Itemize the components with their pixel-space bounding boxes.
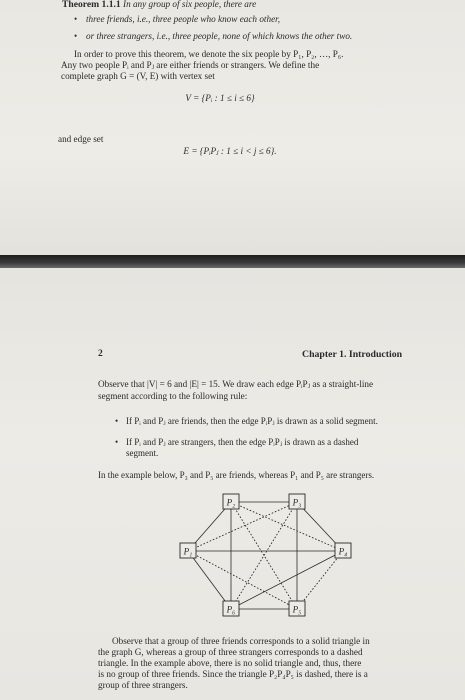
para-line-1: In order to prove this theorem, we denote the six people by P₁, P₂, …, P₆. (74, 49, 344, 59)
vertex-p3 (289, 494, 305, 509)
example-line: In the example below, P₃ and P₅ are friends, whereas P₁ and P₅ are strangers. (98, 470, 375, 480)
solid-edge-p4p6 (231, 551, 343, 609)
edge-set-formula: E = {PᵢPⱼ : 1 ≤ i < j ≤ 6}. (183, 146, 277, 156)
observe-line-1: Observe that |V| = 6 and |E| = 15. We draw each edge PᵢPⱼ as a straight-line (98, 379, 374, 389)
final-line-5: group of three strangers. (98, 680, 188, 690)
chapter-title: Chapter 1. Introduction (302, 349, 403, 360)
bullet-icon: • (74, 14, 78, 24)
final-line-2: the graph G, whereas a group of three strangers corresponds to a dashed (98, 647, 363, 657)
para-line-2: Any two people Pᵢ and Pⱼ are either friends or strangers. We define the (61, 60, 320, 70)
vertex-p2 (223, 494, 239, 509)
vertex-label: P₆ (226, 604, 236, 615)
theorem-bullet-2: or three strangers, i.e., three people, none of which knows the other two. (86, 31, 353, 41)
dashed-edge-p4p5 (297, 551, 343, 609)
bullet-icon: • (115, 416, 119, 426)
para-line-3: complete graph G = (V, E) with vertex set (61, 71, 215, 81)
dashed-edge-p2p4 (231, 502, 343, 551)
vertex-p4 (335, 543, 351, 558)
and-edge-set-text: and edge set (58, 134, 104, 144)
theorem-lead: In any group of six people, there are (123, 0, 257, 9)
page-divider (0, 255, 465, 268)
vertex-set-formula: V = {Pᵢ : 1 ≤ i ≤ 6} (185, 93, 255, 103)
theorem-label: Theorem 1.1.1 (62, 0, 121, 10)
bullet-icon: • (115, 437, 119, 447)
observe-line-2: segment according to the following rule: (98, 391, 248, 401)
final-line-1: Observe that a group of three friends corresponds to a solid triangle in (112, 636, 370, 646)
rule-strangers-line-2: segment. (126, 448, 159, 458)
vertex-label: P₅ (292, 604, 302, 615)
top-page (0, 0, 465, 255)
vertex-p1 (180, 543, 196, 558)
vertex-p5 (289, 601, 305, 616)
rule-friends: If Pᵢ and Pⱼ are friends, then the edge PᵢPⱼ is drawn as a solid segment. (126, 416, 378, 426)
page-number: 2 (98, 349, 103, 359)
dashed-edge-p1p3 (188, 502, 297, 551)
bullet-icon: • (74, 31, 78, 41)
dashed-edge-p1p5 (188, 551, 297, 609)
vertex-label: P₁ (183, 546, 193, 557)
theorem-heading (62, 0, 256, 10)
theorem-bullet-1: three friends, i.e., three people who know each other, (86, 14, 280, 24)
bottom-page (0, 268, 465, 700)
vertex-label: P₄ (338, 546, 348, 557)
final-line-3: triangle. In the example above, there is no solid triangle and, thus, there (98, 658, 362, 668)
vertex-label: P₃ (292, 497, 302, 508)
vertex-label: P₂ (226, 497, 236, 508)
rule-strangers-line-1: If Pᵢ and Pⱼ are strangers, then the edge PᵢPⱼ is drawn as a dashed (126, 437, 359, 447)
final-line-4: is no group of three friends. Since the triangle P₂P₄P₅ is dashed, there is a (98, 669, 368, 679)
vertex-p6 (223, 601, 239, 616)
solid-edge-p1p6 (188, 551, 231, 609)
